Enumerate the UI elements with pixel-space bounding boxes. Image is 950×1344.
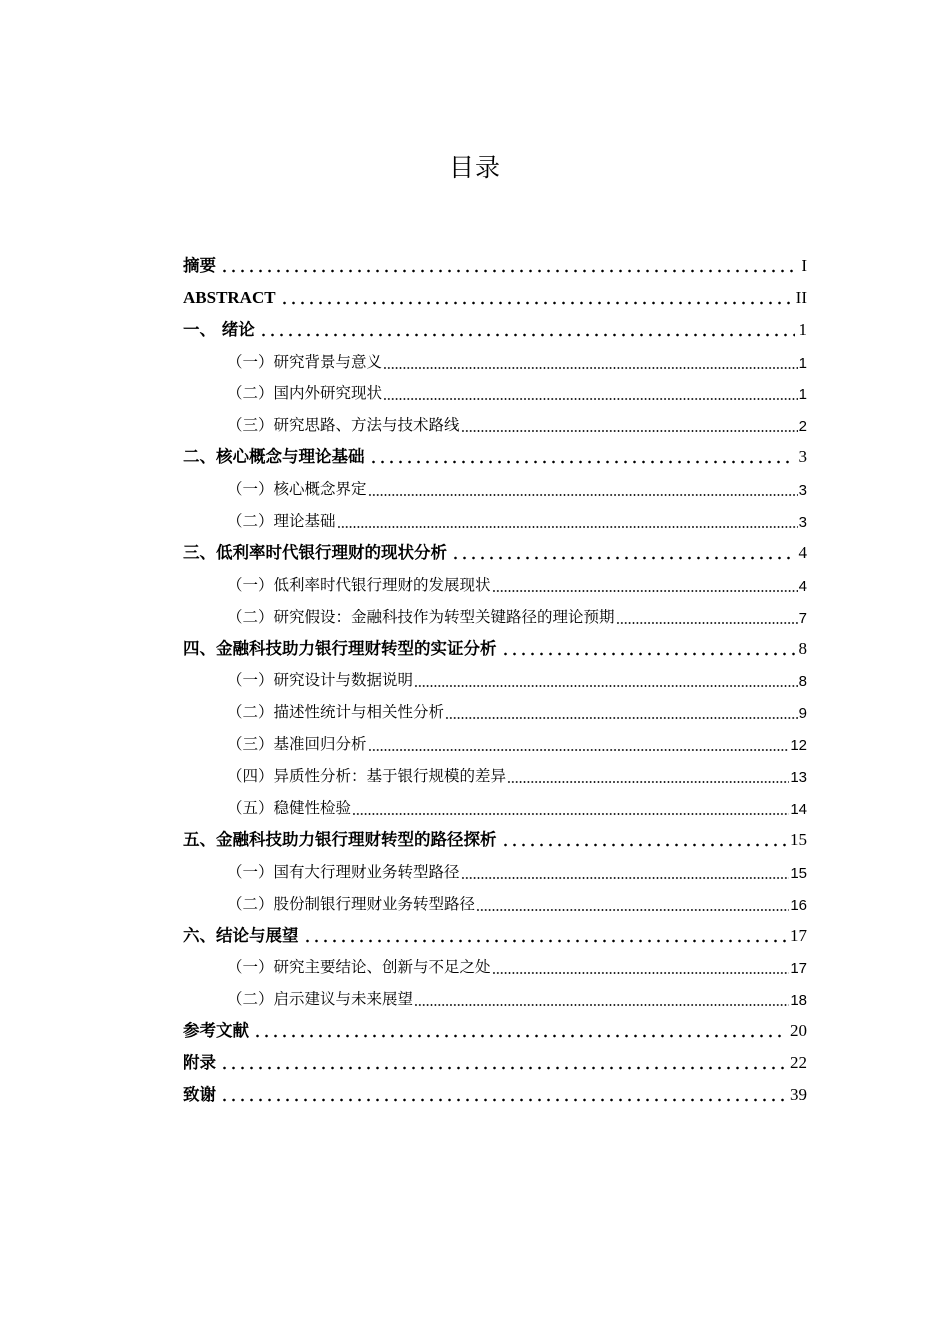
toc-entry-page-number: 15	[790, 864, 807, 882]
toc-entry-label: 参考文献	[183, 1021, 249, 1041]
toc-entry-page-number: 15	[790, 829, 807, 849]
toc-entry-label: 二、核心概念与理论基础	[183, 447, 365, 467]
toc-entry-label: 六、结论与展望	[183, 925, 299, 945]
toc-entry-page-number: 7	[798, 609, 807, 627]
toc-entry-label: （一）研究背景与意义	[227, 352, 383, 371]
toc-section-entry[interactable]	[183, 408, 807, 440]
toc-entry-page-number: 12	[790, 737, 807, 755]
toc-entry-page-number: 3	[798, 514, 807, 532]
toc-entry-label: （四）异质性分析：基于银行规模的差异	[227, 767, 507, 786]
toc-section-entry[interactable]	[183, 855, 807, 887]
toc-entry-page-number: II	[795, 287, 807, 307]
toc-entry-label: 一、 绪论	[183, 319, 255, 339]
page-title: 目录	[448, 153, 501, 182]
toc-entry-label: （二）理论基础	[227, 512, 336, 531]
toc-dot-leader	[280, 293, 792, 305]
toc-entry-label: ABSTRACT	[183, 287, 276, 307]
toc-entry-label: 五、金融科技助力银行理财转型的路径探析	[183, 829, 497, 849]
toc-entry-label: 四、金融科技助力银行理财转型的实证分析	[183, 638, 497, 658]
toc-dot-leader	[414, 994, 789, 1006]
toc-dot-leader	[220, 1058, 786, 1070]
toc-entry-label: （一）核心概念界定	[227, 480, 367, 499]
toc-entry-page-number: 3	[798, 447, 807, 467]
toc-entry-page-number: 8	[798, 673, 807, 691]
toc-chapter-entry[interactable]	[183, 313, 807, 345]
toc-dot-leader	[501, 644, 795, 656]
toc-dot-leader	[476, 899, 789, 911]
toc-entry-page-number: 4	[798, 577, 807, 595]
toc-dot-leader	[383, 388, 798, 400]
toc-dot-leader	[337, 516, 798, 528]
toc-entry-page-number: 16	[790, 896, 807, 914]
toc-chapter-entry[interactable]	[183, 632, 807, 664]
toc-section-entry[interactable]	[183, 887, 807, 919]
toc-entry-page-number: 1	[798, 319, 807, 339]
toc-entry-label: （二）启示建议与未来展望	[227, 990, 414, 1009]
toc-entry-page-number: 22	[790, 1053, 807, 1073]
toc-section-entry[interactable]	[183, 727, 807, 759]
toc-dot-leader	[501, 835, 787, 847]
toc-entry-label: （三）研究思路、方法与技术路线	[227, 416, 460, 435]
toc-section-entry[interactable]	[183, 377, 807, 409]
toc-entry-page-number: I	[801, 255, 807, 275]
toc-entry-label: （一）国有大行理财业务转型路径	[227, 862, 460, 881]
toc-entry-label: （一）研究主要结论、创新与不足之处	[227, 958, 491, 977]
toc-section-entry[interactable]	[183, 504, 807, 536]
toc-dot-leader	[303, 931, 787, 943]
toc-chapter-entry[interactable]	[183, 823, 807, 855]
toc-entry-label: （一）研究设计与数据说明	[227, 671, 414, 690]
toc-dot-leader	[368, 484, 798, 496]
toc-dot-leader	[461, 420, 798, 432]
toc-section-entry[interactable]	[183, 664, 807, 696]
toc-dot-leader	[445, 707, 798, 719]
toc-entry-page-number: 20	[790, 1021, 807, 1041]
toc-entry-label: 致谢	[183, 1085, 216, 1105]
toc-chapter-entry[interactable]	[183, 536, 807, 568]
toc-entry-page-number: 14	[790, 801, 807, 819]
toc-entry-page-number: 39	[790, 1085, 807, 1105]
toc-dot-leader	[259, 325, 795, 337]
toc-chapter-entry[interactable]	[183, 281, 807, 313]
toc-dot-leader	[414, 675, 798, 687]
toc-entry-page-number: 4	[798, 542, 807, 562]
toc-entry-page-number: 18	[790, 992, 807, 1010]
toc-entry-page-number: 1	[798, 354, 807, 372]
toc-dot-leader	[616, 612, 798, 624]
table-of-contents	[183, 249, 807, 1110]
toc-entry-page-number: 1	[798, 386, 807, 404]
toc-dot-leader	[352, 803, 789, 815]
toc-chapter-entry[interactable]	[183, 1014, 807, 1046]
toc-entry-page-number: 17	[790, 960, 807, 978]
toc-dot-leader	[368, 739, 790, 751]
toc-entry-label: （二）研究假设：金融科技作为转型关键路径的理论预期	[227, 607, 615, 626]
toc-dot-leader	[492, 962, 790, 974]
toc-dot-leader	[253, 1026, 786, 1038]
toc-chapter-entry[interactable]	[183, 440, 807, 472]
toc-entry-label: （二）股份制银行理财业务转型路径	[227, 894, 476, 913]
toc-dot-leader	[461, 867, 790, 879]
toc-section-entry[interactable]	[183, 695, 807, 727]
toc-section-entry[interactable]	[183, 345, 807, 377]
toc-entry-label: 附录	[183, 1053, 216, 1073]
toc-dot-leader	[220, 1090, 786, 1102]
toc-dot-leader	[383, 357, 798, 369]
toc-entry-label: （三）基准回归分析	[227, 735, 367, 754]
toc-entry-label: （五）稳健性检验	[227, 799, 352, 818]
toc-chapter-entry[interactable]	[183, 919, 807, 951]
toc-section-entry[interactable]	[183, 791, 807, 823]
toc-dot-leader	[220, 261, 797, 273]
toc-entry-label: 三、低利率时代银行理财的现状分析	[183, 542, 447, 562]
toc-section-entry[interactable]	[183, 982, 807, 1014]
toc-chapter-entry[interactable]	[183, 1078, 807, 1110]
toc-entry-label: （一）低利率时代银行理财的发展现状	[227, 575, 491, 594]
toc-section-entry[interactable]	[183, 568, 807, 600]
toc-entry-page-number: 3	[798, 482, 807, 500]
toc-entry-label: （二）国内外研究现状	[227, 384, 383, 403]
toc-section-entry[interactable]	[183, 759, 807, 791]
toc-entry-page-number: 9	[798, 705, 807, 723]
toc-entry-label: （二）描述性统计与相关性分析	[227, 703, 445, 722]
toc-entry-label: 摘要	[183, 255, 216, 275]
toc-dot-leader	[369, 452, 795, 464]
toc-dot-leader	[451, 548, 795, 560]
toc-entry-page-number: 8	[798, 638, 807, 658]
toc-chapter-entry[interactable]	[183, 249, 807, 281]
toc-chapter-entry[interactable]	[183, 1046, 807, 1078]
toc-entry-page-number: 17	[790, 925, 807, 945]
toc-dot-leader	[507, 771, 789, 783]
toc-entry-page-number: 13	[790, 769, 807, 787]
toc-section-entry[interactable]	[183, 600, 807, 632]
toc-dot-leader	[492, 580, 798, 592]
toc-entry-page-number: 2	[798, 418, 807, 436]
toc-section-entry[interactable]	[183, 472, 807, 504]
toc-section-entry[interactable]	[183, 951, 807, 983]
